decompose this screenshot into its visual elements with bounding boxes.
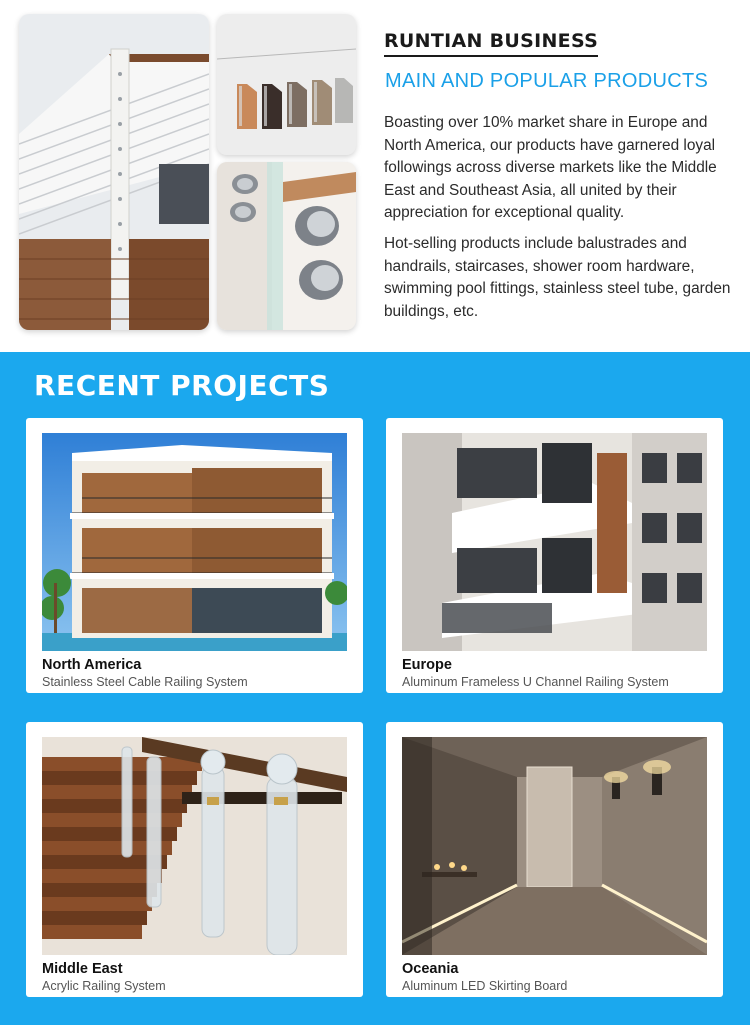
section-title: MAIN AND POPULAR PRODUCTS bbox=[385, 70, 709, 92]
recent-projects-title: RECENT PROJECTS bbox=[34, 369, 330, 402]
bottom-strip bbox=[0, 1025, 750, 1031]
project-region: Oceania bbox=[402, 961, 459, 977]
project-image-led-hallway bbox=[402, 737, 707, 955]
intro-section bbox=[0, 0, 750, 352]
aluminum-profiles-image bbox=[217, 14, 356, 155]
project-image-apartment bbox=[402, 433, 707, 651]
products-paragraph: Hot-selling products include balustrades and handrails, staircases, shower room hardware, swimming pool fittings, stainless steel tube, garden buildings, etc. bbox=[384, 235, 731, 320]
project-image-acrylic-stairs bbox=[42, 737, 347, 955]
brand-underline bbox=[384, 55, 598, 57]
project-product: Aluminum Frameless U Channel Railing System bbox=[402, 675, 669, 689]
brand-title: RUNTIAN BUSINESS bbox=[384, 30, 599, 52]
recent-projects-section bbox=[0, 352, 750, 1031]
project-card-europe[interactable] bbox=[386, 418, 723, 693]
project-region: Europe bbox=[402, 657, 452, 673]
glass-standoffs-image bbox=[217, 162, 356, 330]
project-region: Middle East bbox=[42, 961, 123, 977]
intro-paragraph: Boasting over 10% market share in Europe and North America, our products have garnered loyal followings across diverse markets like the Middle East and Southeast Asia, all united by their appreciation for exceptional quality. bbox=[384, 114, 717, 221]
project-product: Aluminum LED Skirting Board bbox=[402, 979, 568, 993]
project-region: North America bbox=[42, 657, 142, 673]
project-card-north-america[interactable] bbox=[26, 418, 363, 693]
project-card-middle-east[interactable] bbox=[26, 722, 363, 997]
project-image-beach-house bbox=[42, 433, 347, 651]
cable-railing-house-image bbox=[19, 14, 209, 330]
project-product: Acrylic Railing System bbox=[42, 979, 166, 993]
project-product: Stainless Steel Cable Railing System bbox=[42, 675, 248, 689]
project-card-oceania[interactable] bbox=[386, 722, 723, 997]
